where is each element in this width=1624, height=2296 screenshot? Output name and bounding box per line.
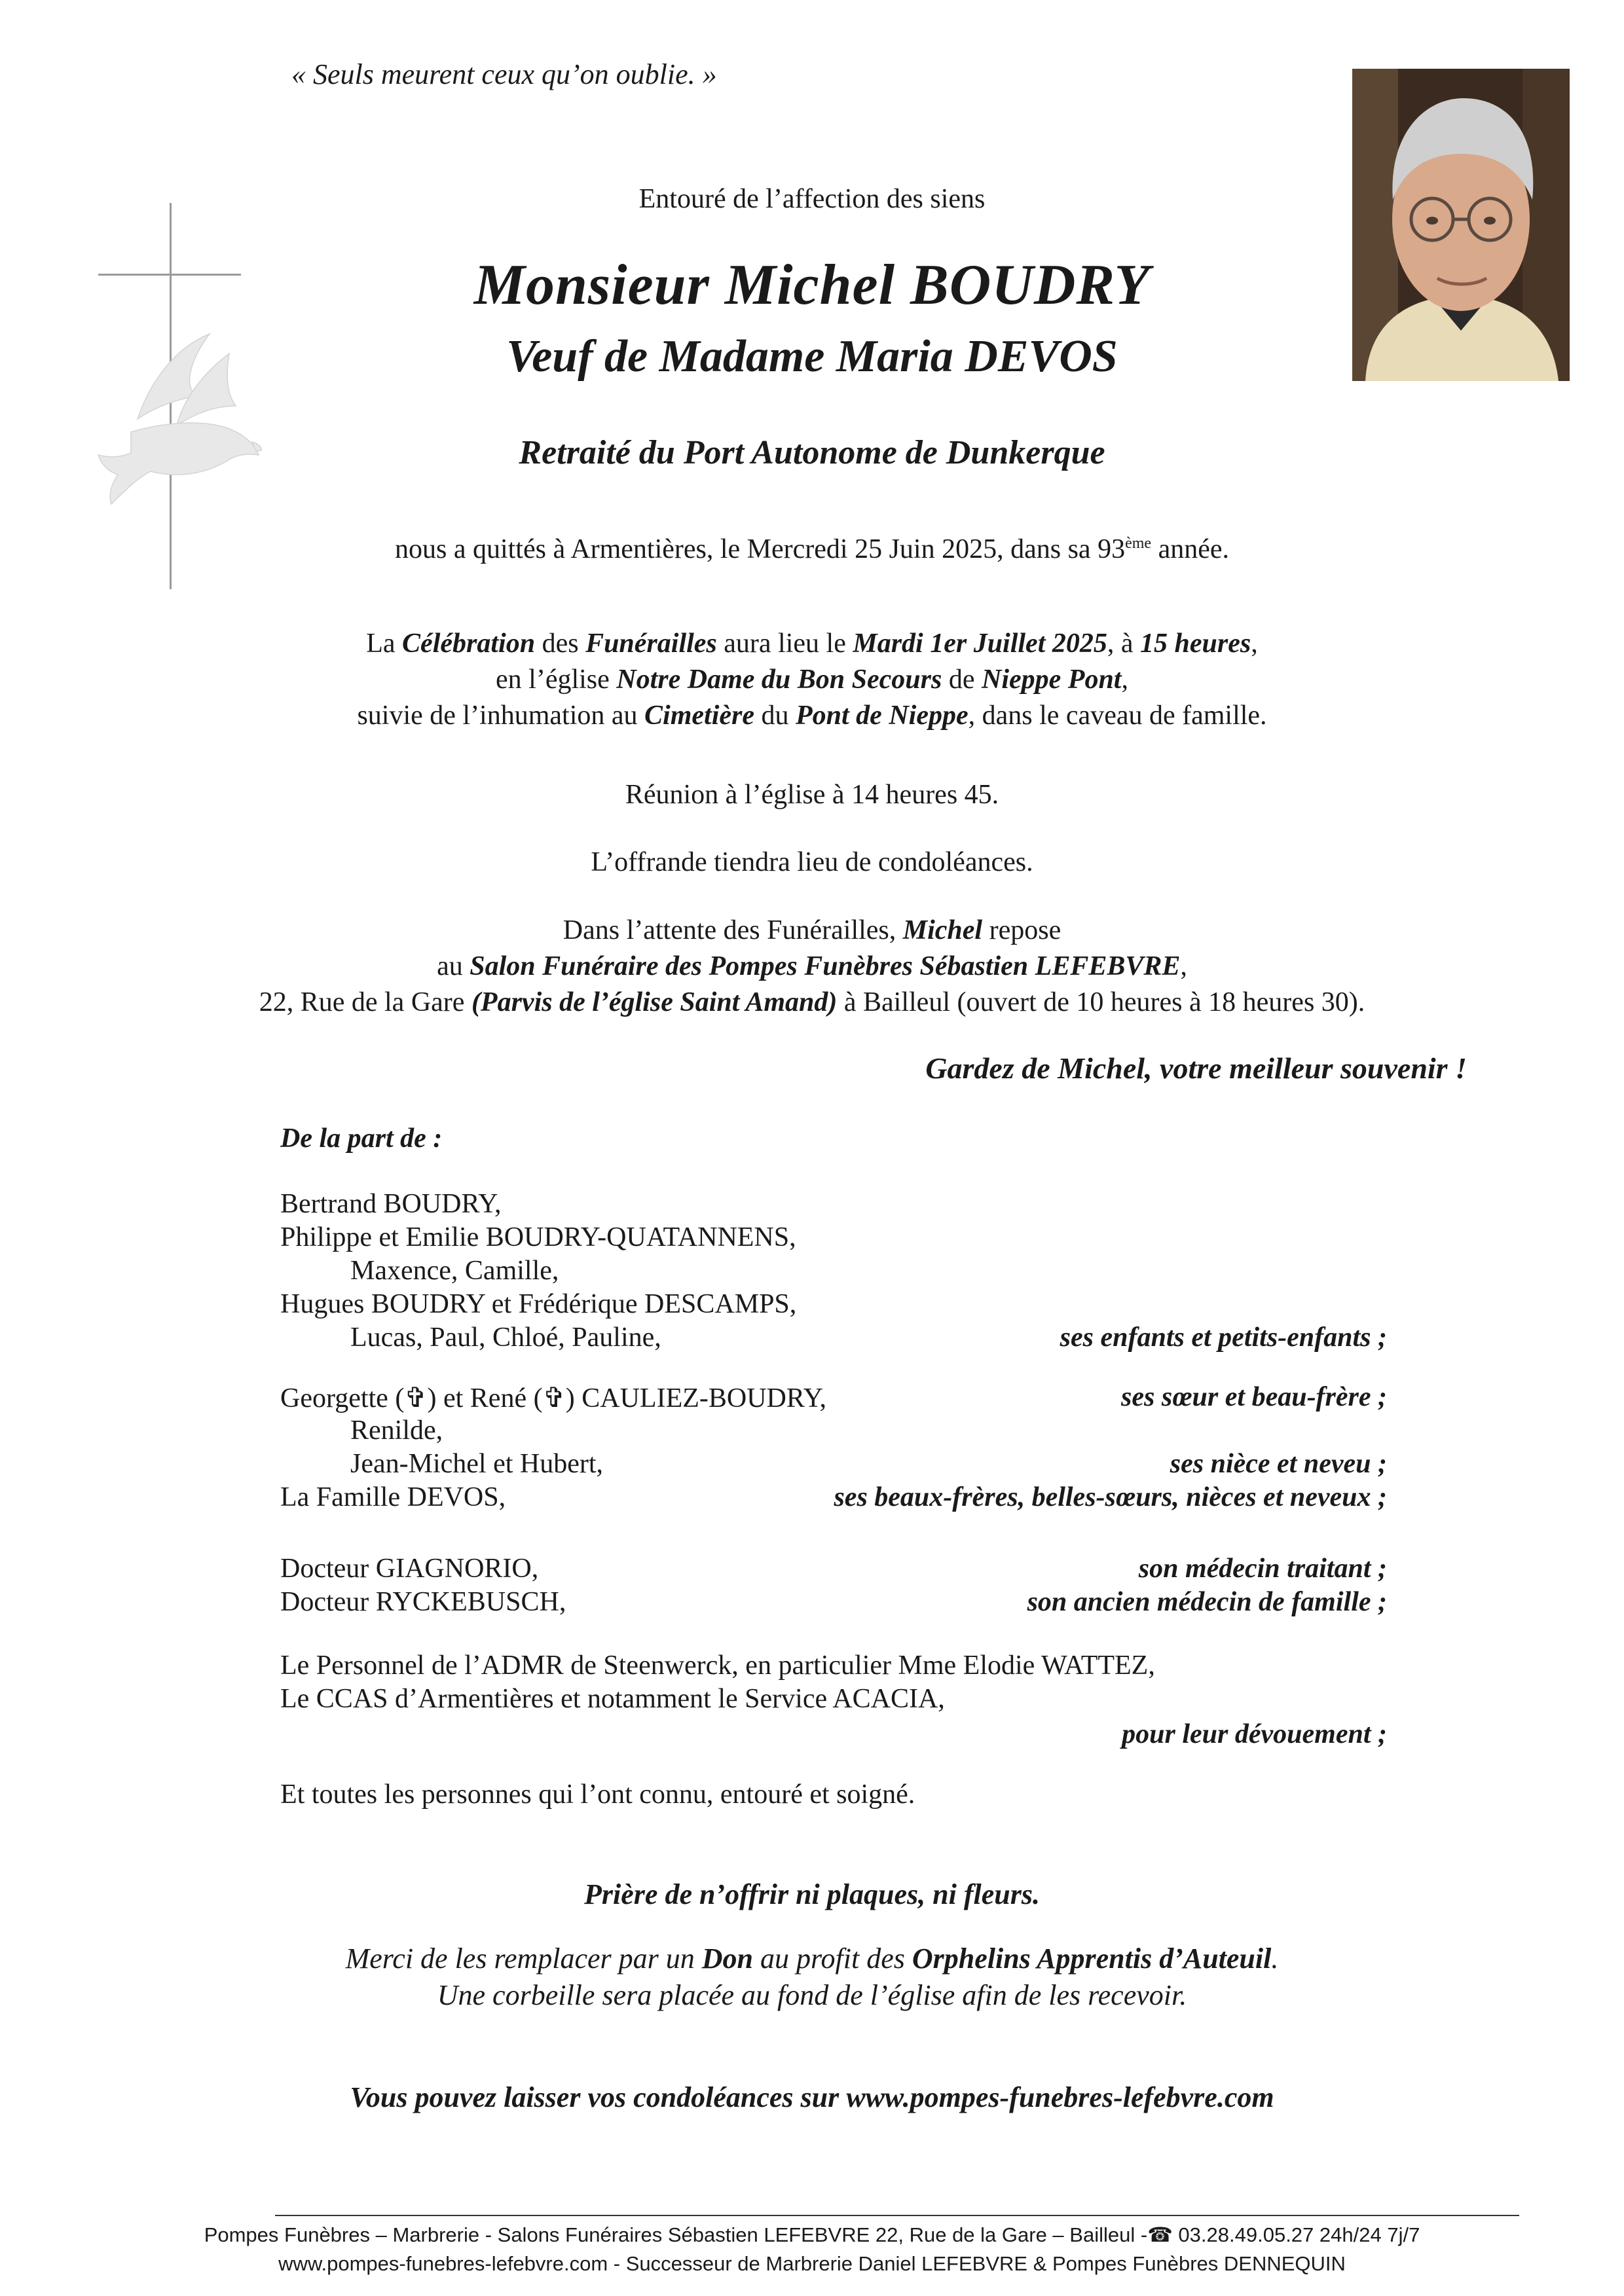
text: , (1180, 951, 1187, 981)
family-renilde: Renilde, (350, 1415, 443, 1446)
text: aura lieu le (716, 629, 853, 659)
toutes-line: Et toutes les personnes qui l’ont connu, entouré et soigné. (280, 1779, 915, 1810)
text: , (1251, 629, 1258, 659)
footer-line-1 (0, 2223, 1624, 2247)
text-emph: Pont de Nieppe (796, 701, 969, 731)
relation-medecin: son médecin traitant ; (1138, 1554, 1387, 1584)
admr-line: Le Personnel de l’ADMR de Steenwerck, en particulier Mme Elodie WATTEZ, (280, 1650, 1155, 1681)
family-philippe: Philippe et Emilie BOUDRY-QUATANNENS, (280, 1222, 796, 1252)
family-jeanmichel: Jean-Michel et Hubert, (350, 1449, 604, 1479)
text: du (754, 701, 796, 731)
relation-niece: ses nièce et neveu ; (1170, 1449, 1387, 1479)
text-emph: Salon Funéraire des Pompes Funèbres Sébastien LEFEBVRE (470, 951, 1181, 981)
family-georgette: Georgette (✞) et René (✞) CAULIEZ-BOUDRY, (280, 1383, 826, 1413)
text-emph: 15 heures (1140, 629, 1251, 659)
doctor-ryckebusch: Docteur RYCKEBUSCH, (280, 1587, 566, 1617)
text-emph: (Parvis de l’église Saint Amand) (471, 987, 838, 1017)
souvenir-line: Gardez de Michel, votre meilleur souvenir ! (925, 1051, 1467, 1085)
retired-line: Retraité du Port Autonome de Dunkerque (519, 434, 1105, 471)
repose-line-2 (0, 948, 1624, 985)
footer-phone: 03.28.49.05.27 24h/24 7j/7 (1172, 2223, 1420, 2246)
epigraph-quote: « Seuls meurent ceux qu’on oublie. » (291, 58, 717, 90)
condoleances-line: Vous pouvez laisser vos condoléances sur www.pompes-funebres-lefebvre.com (350, 2081, 1274, 2113)
family-bertrand: Bertrand BOUDRY, (280, 1189, 502, 1219)
text: 22, Rue de la Gare (259, 987, 471, 1017)
intro-line: Entouré de l’affection des siens (638, 184, 986, 214)
doctor-giagnorio: Docteur GIAGNORIO, (280, 1554, 539, 1584)
priere-line: Prière de n’offrir ni plaques, ni fleurs. (584, 1878, 1040, 1910)
text-emph: Célébration (402, 629, 536, 659)
text: , (1121, 665, 1128, 695)
family-hugues: Hugues BOUDRY et Frédérique DESCAMPS, (280, 1289, 797, 1319)
text: des (535, 629, 586, 659)
footer-line-2: www.pompes-funebres-lefebvre.com - Successeur de Marbrerie Daniel LEFEBVRE & Pompes Funèbres DENNEQUIN (278, 2252, 1346, 2275)
text: à Bailleul (ouvert de 10 heures à 18 heures 30). (837, 987, 1365, 1017)
text-emph: Nieppe Pont (982, 665, 1122, 695)
text-emph: Cimetière (644, 701, 754, 731)
text: suivie de l’inhumation au (357, 701, 645, 731)
family-maxence: Maxence, Camille, (350, 1256, 559, 1286)
text: La (366, 629, 403, 659)
text: , à (1107, 629, 1141, 659)
death-line (0, 534, 1624, 565)
relation-enfants: ses enfants et petits-enfants ; (1060, 1322, 1387, 1353)
relation-soeur: ses sœur et beau-frère ; (1121, 1382, 1387, 1412)
family-lucas: Lucas, Paul, Chloé, Pauline, (350, 1322, 661, 1353)
text: de (942, 665, 982, 695)
merci-line (0, 1942, 1624, 1975)
de-la-part-heading: De la part de : (280, 1123, 443, 1154)
text: . (1271, 1942, 1279, 1975)
phone-icon: ☎ (1147, 2223, 1173, 2246)
text: en l’église (496, 665, 617, 695)
corbeille-line: Une corbeille sera placée au fond de l’église afin de les recevoir. (437, 1979, 1187, 2011)
text: Dans l’attente des Funérailles, (563, 915, 903, 945)
funeral-line-2 (0, 661, 1624, 698)
text-emph: Funérailles (585, 629, 717, 659)
relation-ancien-medecin: son ancien médecin de famille ; (1027, 1587, 1387, 1617)
widower-line: Veuf de Madame Maria DEVOS (506, 331, 1118, 382)
death-sup: ème (1125, 535, 1152, 552)
family-devos: La Famille DEVOS, (280, 1482, 506, 1512)
text-emph: Mardi 1er Juillet 2025 (853, 629, 1107, 659)
repose-line-1 (0, 912, 1624, 949)
ccas-line: Le CCAS d’Armentières et notamment le Service ACACIA, (280, 1684, 945, 1714)
relation-devouement: pour leur dévouement ; (1122, 1719, 1387, 1749)
footer-text: Pompes Funèbres – Marbrerie - Salons Funéraires Sébastien LEFEBVRE 22, Rue de la Gare – Bailleul - (204, 2223, 1148, 2246)
funeral-line-3 (0, 697, 1624, 734)
text-emph: Don (701, 1942, 754, 1975)
death-suffix: année. (1151, 534, 1229, 564)
repose-line-3 (0, 984, 1624, 1021)
death-prefix: nous a quittés à Armentières, le Mercredi 25 Juin 2025, dans sa 93 (394, 534, 1126, 564)
funeral-line-1 (0, 625, 1624, 662)
text: Merci de les remplacer par un (345, 1942, 702, 1975)
offrande-line: L’offrande tiendra lieu de condoléances. (591, 847, 1033, 877)
text-emph: Orphelins Apprentis d’Auteuil (912, 1942, 1272, 1975)
text: au (437, 951, 470, 981)
deceased-name: Monsieur Michel BOUDRY (473, 253, 1151, 317)
text: repose (982, 915, 1061, 945)
text: , dans le caveau de famille. (968, 701, 1267, 731)
footer-rule (275, 2215, 1519, 2216)
text-emph: Michel (902, 915, 983, 945)
reunion-line: Réunion à l’église à 14 heures 45. (625, 780, 999, 810)
text: au profit des (753, 1942, 912, 1975)
relation-beaux: ses beaux-frères, belles-sœurs, nièces et neveux ; (834, 1482, 1387, 1512)
text-emph: Notre Dame du Bon Secours (616, 665, 942, 695)
